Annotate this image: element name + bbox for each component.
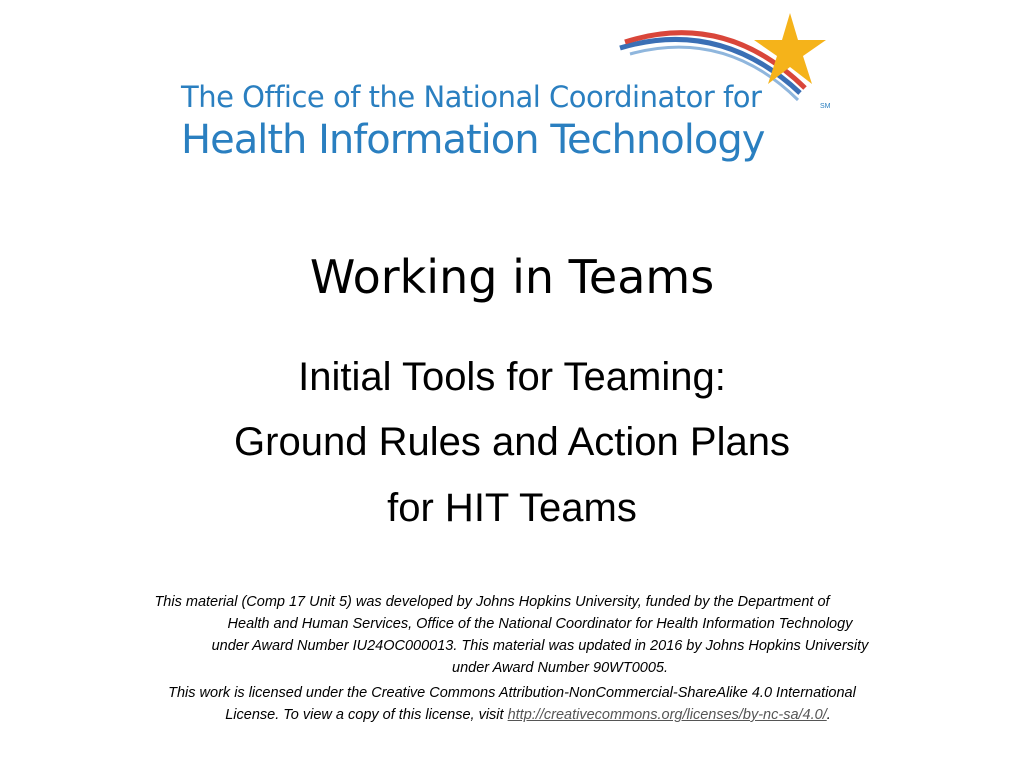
subtitle-line-3: for HIT Teams: [387, 486, 637, 530]
license-line-1: This work is licensed under the Creative Commons Attribution-NonCommercial-ShareAlike 4.0 International: [168, 685, 856, 701]
slide-title: Working in Teams: [309, 250, 715, 304]
license-line-2: [16, 707, 1024, 723]
subtitle-line-2: Ground Rules and Action Plans: [234, 420, 790, 464]
logo-line-1: The Office of the National Coordinator for: [181, 80, 762, 114]
credit-line-3: under Award Number IU24OC000013. This material was updated in 2016 by Johns Hopkins University: [211, 638, 869, 654]
credit-line-2: Health and Human Services, Office of the National Coordinator for Health Information Technology: [227, 616, 853, 632]
credit-line-4: under Award Number 90WT0005.: [452, 660, 668, 676]
subtitle-line-1: Initial Tools for Teaming:: [298, 355, 726, 399]
logo-line-2: Health Information Technology: [181, 117, 765, 163]
service-mark: SM: [820, 103, 831, 110]
onc-logo: [0, 0, 1024, 180]
license-prefix: License. To view a copy of this license, visit: [225, 707, 508, 723]
license-suffix: .: [826, 707, 831, 723]
credit-line-1: This material (Comp 17 Unit 5) was developed by Johns Hopkins University, funded by the Department of: [154, 594, 830, 610]
license-link[interactable]: http://creativecommons.org/licenses/by-nc-sa/4.0/: [507, 707, 827, 723]
